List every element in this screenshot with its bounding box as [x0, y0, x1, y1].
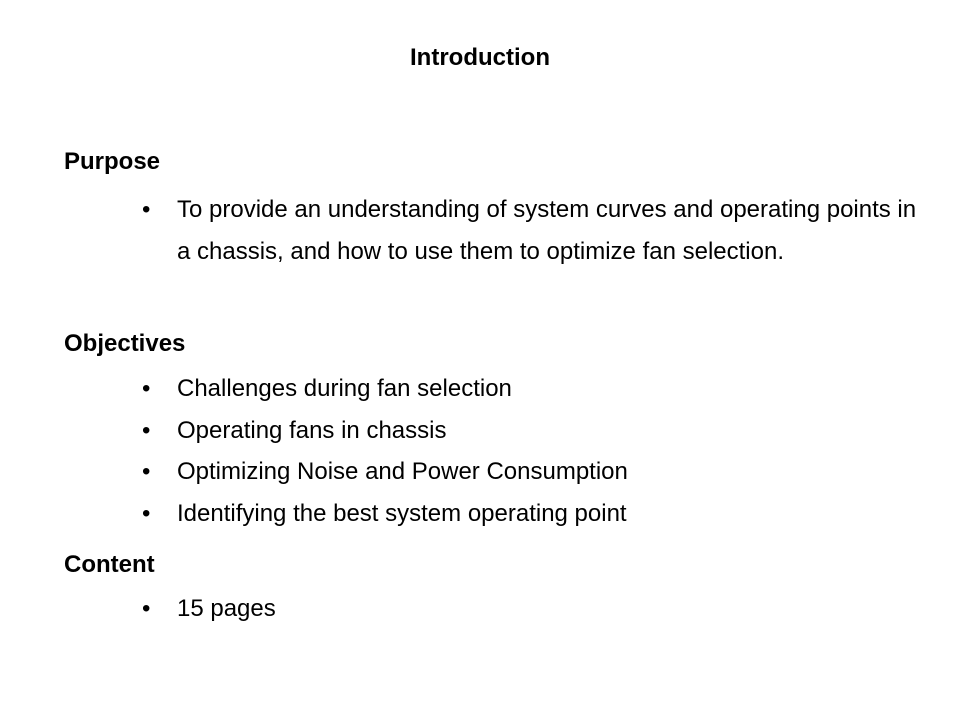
list-item — [64, 368, 924, 410]
slide-title: Introduction — [410, 44, 550, 71]
bullet-marker: • — [142, 499, 151, 527]
section-content — [64, 549, 924, 630]
bullet-marker: • — [142, 196, 151, 223]
bullet-list — [64, 368, 924, 534]
section-heading: Purpose — [64, 148, 161, 175]
list-item-text: 15 pages — [177, 595, 276, 622]
bullet-marker: • — [142, 595, 151, 622]
list-item-text: To provide an understanding of system curves and operating points in a chassis, and how to use them to optimize fan selection. — [177, 196, 917, 265]
bullet-list — [64, 588, 924, 630]
bullet-marker: • — [142, 416, 151, 444]
list-item — [64, 493, 924, 535]
list-item — [64, 588, 924, 630]
list-item — [64, 189, 924, 272]
section-purpose — [64, 146, 924, 272]
list-item-text: Identifying the best system operating point — [177, 499, 627, 527]
section-heading: Objectives — [64, 330, 186, 357]
list-item-text: Optimizing Noise and Power Consumption — [177, 458, 628, 485]
bullet-marker: • — [142, 375, 151, 402]
list-item-text: Challenges during fan selection — [177, 375, 512, 402]
bullet-marker: • — [142, 458, 151, 485]
list-item-text: Operating fans in chassis — [177, 416, 447, 444]
section-heading: Content — [64, 551, 155, 578]
bullet-list — [64, 189, 924, 272]
section-objectives — [64, 328, 924, 534]
list-item — [64, 451, 924, 493]
list-item — [64, 410, 924, 452]
